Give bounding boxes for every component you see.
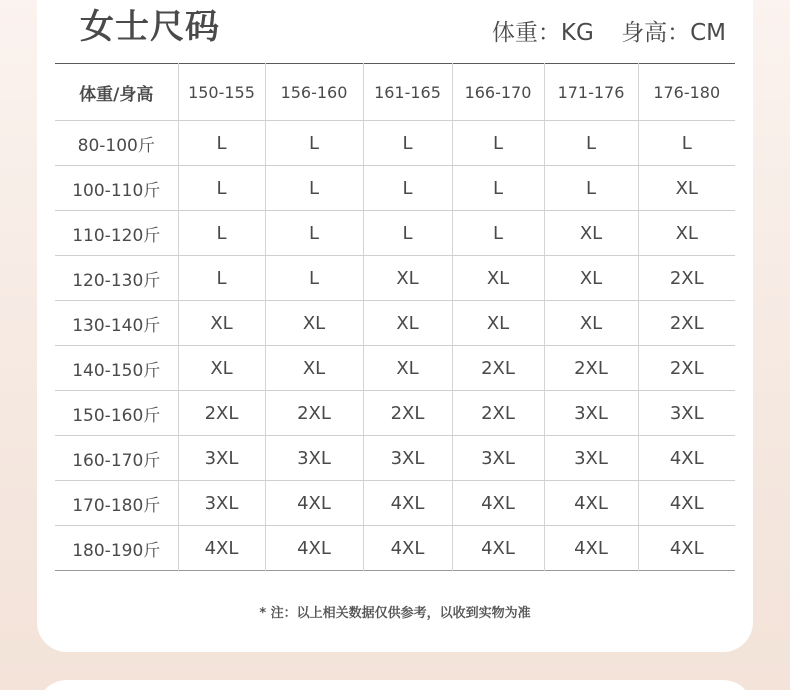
size-cell: 2XL	[669, 312, 704, 334]
row-header: 130-140斤	[55, 301, 178, 346]
page-title: 女士尺码	[80, 7, 220, 47]
table-row	[55, 346, 735, 391]
size-cell: XL	[265, 301, 363, 346]
size-cell: 4XL	[669, 447, 704, 469]
size-cell: 4XL	[178, 526, 265, 571]
size-cell: 4XL	[265, 526, 363, 571]
next-card	[37, 680, 753, 690]
size-cell: L	[178, 121, 265, 166]
size-cell: 2XL	[178, 391, 265, 436]
size-cell: XL	[675, 222, 698, 244]
table-row	[55, 526, 735, 571]
row-header: 150-160斤	[55, 391, 178, 436]
unit-legend	[492, 18, 726, 48]
column-header: 171-176	[544, 64, 638, 121]
row-header: 80-100斤	[55, 121, 178, 166]
column-header: 166-170	[452, 64, 544, 121]
size-cell: 4XL	[669, 492, 704, 514]
size-cell: L	[265, 256, 363, 301]
size-cell: 4XL	[452, 526, 544, 571]
column-header: 156-160	[265, 64, 363, 121]
row-header: 140-150斤	[55, 346, 178, 391]
row-header: 160-170斤	[55, 436, 178, 481]
size-cell: 4XL	[544, 481, 638, 526]
size-cell: 2XL	[669, 357, 704, 379]
column-header: 161-165	[363, 64, 452, 121]
size-cell: 4XL	[452, 481, 544, 526]
size-cell: 3XL	[265, 436, 363, 481]
row-header: 100-110斤	[55, 166, 178, 211]
size-cell: L	[363, 166, 452, 211]
size-cell: L	[178, 211, 265, 256]
table-row	[55, 391, 735, 436]
table-row	[55, 481, 735, 526]
table-row	[55, 121, 735, 166]
table-row	[55, 166, 735, 211]
weight-unit-label: 体重：KG	[491, 20, 594, 46]
size-cell: L	[265, 211, 363, 256]
size-cell: L	[544, 121, 638, 166]
size-cell: 2XL	[363, 391, 452, 436]
size-cell: L	[178, 256, 265, 301]
size-cell: XL	[452, 301, 544, 346]
size-cell: XL	[363, 301, 452, 346]
size-cell: L	[363, 211, 452, 256]
size-table	[55, 63, 735, 571]
column-header: 150-155	[178, 64, 265, 121]
size-cell: 3XL	[544, 436, 638, 481]
size-cell: XL	[178, 346, 265, 391]
size-cell: L	[363, 121, 452, 166]
corner-header: 体重/身高	[55, 64, 178, 121]
size-cell: 4XL	[363, 526, 452, 571]
height-unit-label: 身高：CM	[621, 20, 726, 46]
size-cell: 4XL	[265, 481, 363, 526]
size-cell: L	[178, 166, 265, 211]
size-cell: XL	[544, 301, 638, 346]
size-cell: L	[452, 121, 544, 166]
table-row	[55, 211, 735, 256]
disclaimer-note: * 注：以上相关数据仅供参考，以收到实物为准	[259, 606, 531, 621]
size-cell: XL	[178, 301, 265, 346]
size-cell: 4XL	[544, 526, 638, 571]
size-cell: XL	[363, 346, 452, 391]
size-cell: XL	[675, 177, 698, 199]
size-cell: XL	[363, 256, 452, 301]
size-cell: 3XL	[178, 436, 265, 481]
size-cell: L	[265, 166, 363, 211]
row-header: 110-120斤	[55, 211, 178, 256]
size-cell: 3XL	[178, 481, 265, 526]
size-cell: 4XL	[669, 537, 704, 559]
size-cell: L	[452, 211, 544, 256]
size-cell: L	[544, 166, 638, 211]
size-cell: 2XL	[452, 391, 544, 436]
size-cell: 3XL	[669, 402, 704, 424]
size-cell: 3XL	[363, 436, 452, 481]
size-cell: 2XL	[669, 267, 704, 289]
size-cell: XL	[544, 256, 638, 301]
size-cell: 2XL	[544, 346, 638, 391]
size-cell: XL	[544, 211, 638, 256]
row-header: 180-190斤	[55, 526, 178, 571]
header-row	[55, 64, 735, 121]
size-cell: 4XL	[363, 481, 452, 526]
row-header: 170-180斤	[55, 481, 178, 526]
size-cell: 3XL	[544, 391, 638, 436]
column-header: 176-180	[653, 82, 721, 102]
size-cell: L	[681, 132, 692, 154]
size-cell: L	[452, 166, 544, 211]
size-cell: 3XL	[452, 436, 544, 481]
table-row	[55, 436, 735, 481]
size-cell: XL	[452, 256, 544, 301]
size-cell: XL	[265, 346, 363, 391]
row-header: 120-130斤	[55, 256, 178, 301]
size-cell: 2XL	[265, 391, 363, 436]
size-cell: L	[265, 121, 363, 166]
table-row	[55, 301, 735, 346]
table-row	[55, 256, 735, 301]
size-cell: 2XL	[452, 346, 544, 391]
